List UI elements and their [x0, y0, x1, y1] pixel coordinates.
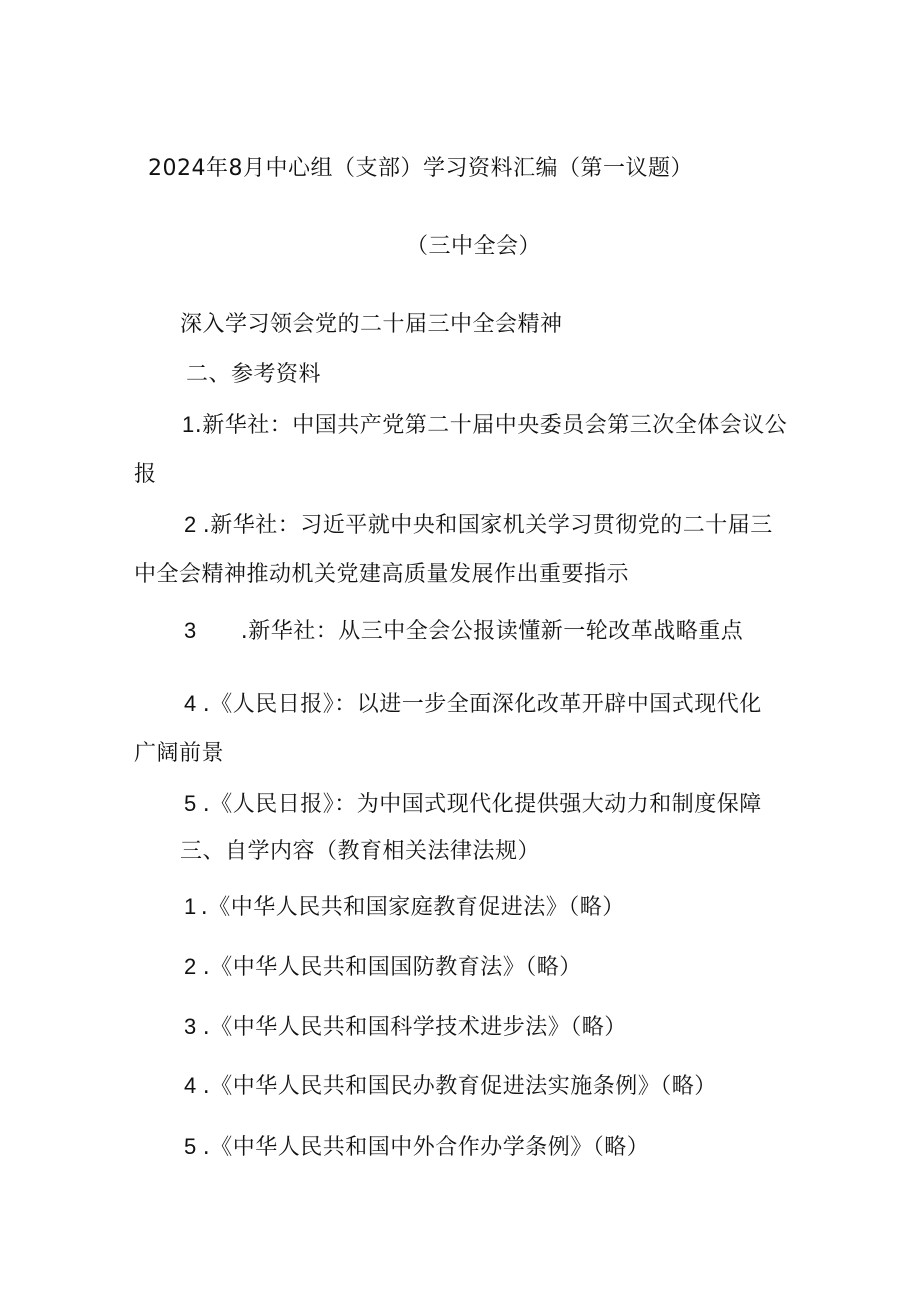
item-number: 2: [184, 512, 197, 537]
topic-line: 深入学习领会党的二十届三中全会精神: [180, 312, 563, 337]
section3-heading: 三、自学内容（教育相关法律法规）: [180, 839, 541, 864]
item-number: 4: [184, 691, 197, 716]
item-text: .新华社：习近平就中央和国家机关学习贯彻党的二十届三: [202, 513, 773, 538]
law-item: [184, 1075, 717, 1098]
item-number: 1: [184, 894, 197, 919]
document-title: 2024年8月中心组（支部）学习资料汇编（第一议题）: [148, 156, 693, 181]
reference-item: [184, 793, 762, 816]
item-text: .《中华人民共和国民办教育促进法实施条例》（略）: [202, 1074, 717, 1099]
reference-item: [184, 620, 743, 643]
item-text: .新华社：从三中全会公报读懂新一轮改革战略重点: [240, 619, 744, 644]
law-item: [184, 896, 625, 919]
item-number: 5: [184, 1134, 197, 1159]
law-item: [184, 1016, 627, 1039]
item-number: 1: [182, 412, 195, 437]
item-number: 3: [184, 618, 197, 643]
item-text: .《中华人民共和国中外合作办学条例》（略）: [202, 1135, 650, 1160]
item-number: 3: [184, 1014, 197, 1039]
reference-item-continuation: 广阔前景: [134, 741, 225, 766]
item-number: 4: [184, 1073, 197, 1098]
reference-item: [182, 414, 787, 437]
item-text: .《人民日报》：以进一步全面深化改革开辟中国式现代化: [202, 692, 762, 717]
item-text: .《中华人民共和国家庭教育促进法》（略）: [200, 895, 625, 920]
reference-item: [184, 693, 762, 716]
law-item: [184, 956, 582, 979]
law-item: [184, 1136, 649, 1159]
item-number: 2: [184, 954, 197, 979]
reference-item: [184, 514, 773, 537]
item-text: .《人民日报》：为中国式现代化提供强大动力和制度保障: [202, 792, 762, 817]
document-subtitle: （三中全会）: [406, 234, 542, 259]
item-text: .新华社：中国共产党第二十届中央委员会第三次全体会议公: [194, 413, 788, 438]
reference-item-continuation: 中全会精神推动机关党建高质量发展作出重要指示: [134, 562, 630, 587]
section2-heading: 二、参考资料: [186, 362, 322, 387]
item-text: .《中华人民共和国国防教育法》（略）: [202, 955, 582, 980]
item-number: 5: [184, 791, 197, 816]
reference-item-continuation: 报: [134, 462, 157, 487]
item-text: .《中华人民共和国科学技术进步法》（略）: [202, 1015, 627, 1040]
